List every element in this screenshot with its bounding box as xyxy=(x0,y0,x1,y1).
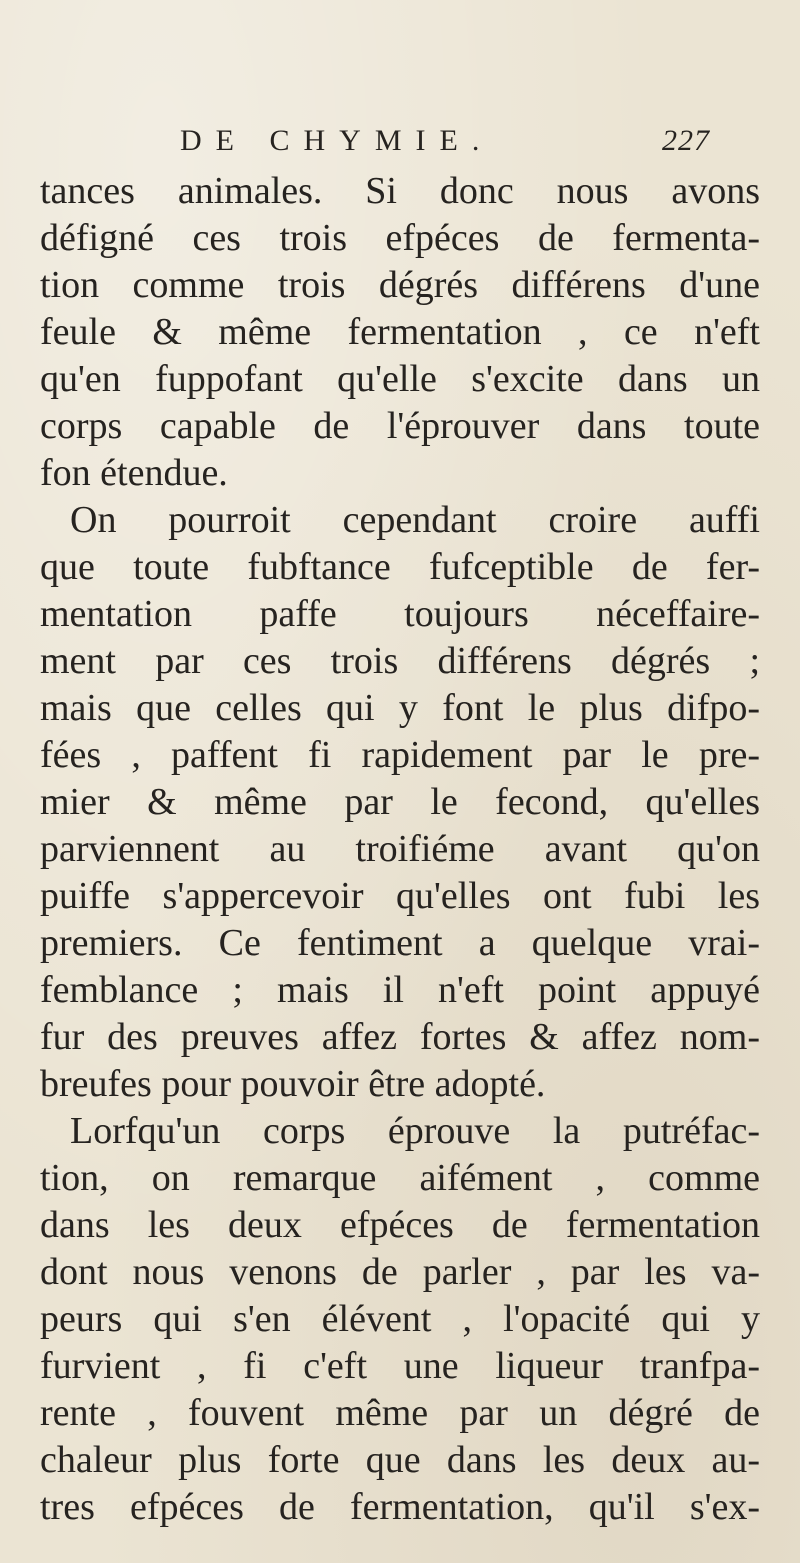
text-line: que toute fubftance fufceptible de fer- xyxy=(40,546,760,588)
text-line: qu'en fuppofant qu'elle s'excite dans un xyxy=(40,358,760,400)
text-line: fur des preuves affez fortes & affez nom- xyxy=(40,1016,760,1058)
text-line: fées , paffent fi rapidement par le pre- xyxy=(40,734,760,776)
text-line: tion comme trois dégrés différens d'une xyxy=(40,264,760,306)
text-line: puiffe s'appercevoir qu'elles ont fubi les xyxy=(40,875,760,917)
running-head xyxy=(180,118,710,164)
page-number: 227 xyxy=(662,124,710,157)
text-line: tion, on remarque aifément , comme xyxy=(40,1157,760,1199)
text-line: feule & même fermentation , ce n'eft xyxy=(40,311,760,353)
text-line: tres efpéces de fermentation, qu'il s'ex- xyxy=(40,1486,760,1528)
text-line: ment par ces trois différens dégrés ; xyxy=(40,640,760,682)
text-line: peurs qui s'en élévent , l'opacité qui y xyxy=(40,1298,760,1340)
text-line: corps capable de l'éprouver dans toute xyxy=(40,405,760,447)
text-line: défigné ces trois efpéces de fermenta- xyxy=(40,217,760,259)
text-line: mais que celles qui y font le plus difpo- xyxy=(40,687,760,729)
text-line: chaleur plus forte que dans les deux au- xyxy=(40,1439,760,1481)
running-head-title: DE CHYMIE. xyxy=(180,124,494,157)
text-line: mier & même par le fecond, qu'elles xyxy=(40,781,760,823)
text-line: breufes pour pouvoir être adopté. xyxy=(40,1063,546,1105)
text-line: mentation paffe toujours néceffaire- xyxy=(40,593,760,635)
text-line: fon étendue. xyxy=(40,452,228,494)
text-line: rente , fouvent même par un dégré de xyxy=(40,1392,760,1434)
text-line: Lorfqu'un corps éprouve la putréfac- xyxy=(70,1110,760,1152)
body-text xyxy=(40,168,760,1531)
text-line: dont nous venons de parler , par les va- xyxy=(40,1251,760,1293)
text-line: tances animales. Si donc nous avons xyxy=(40,170,760,212)
text-line: On pourroit cependant croire auffi xyxy=(70,499,760,541)
text-line: femblance ; mais il n'eft point appuyé xyxy=(40,969,760,1011)
text-line: dans les deux efpéces de fermentation xyxy=(40,1204,760,1246)
text-line: premiers. Ce fentiment a quelque vrai- xyxy=(40,922,760,964)
text-line: parviennent au troifiéme avant qu'on xyxy=(40,828,760,870)
text-line: furvient , fi c'eft une liqueur tranfpa- xyxy=(40,1345,760,1387)
